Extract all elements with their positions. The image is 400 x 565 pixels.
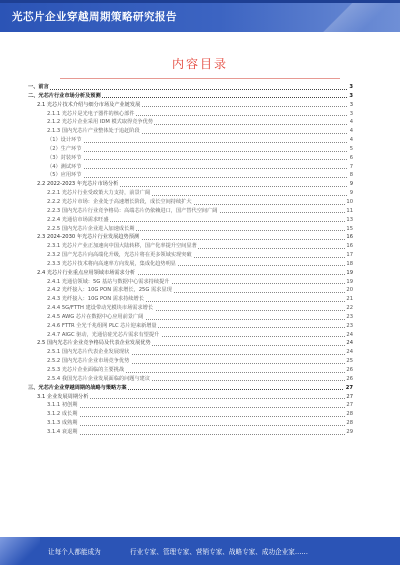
toc-entry-label: 2.4.2 光纤接入：10G PON 需求增长，25G 需求显现 — [47, 287, 172, 294]
toc-entry[interactable] — [28, 145, 353, 154]
toc-entry-label: 3.1.3 成熟期 — [47, 420, 78, 427]
toc-entry[interactable] — [28, 127, 353, 136]
toc-entry-label: 2.5.4 我国光芯片企业发展面临的问题与建议 — [47, 375, 151, 382]
toc-entry-page: 19 — [346, 269, 353, 276]
leader-dots — [51, 177, 353, 178]
toc-entry-label: （4）测试环节 — [47, 163, 82, 170]
toc-entry-label: 2.4 光芯片行业重点应用领域市场需求分析 — [37, 269, 136, 276]
toc-entry[interactable] — [28, 101, 353, 110]
toc-entry[interactable] — [28, 278, 353, 287]
toc-entry-label: 2.5.1 国内光芯片代表企业发展现状 — [47, 349, 130, 356]
toc-entry-page: 5 — [349, 145, 353, 152]
toc-entry-label: 2.4.3 光纤接入：10G PON 需求持续增长 — [47, 296, 144, 303]
toc-entry-page: 20 — [346, 287, 353, 294]
toc-entry-label: （5）应用环节 — [47, 172, 82, 179]
toc-entry-label: 2.5 国内光芯片企业竞争格局及代表企业发展优势 — [37, 340, 151, 347]
toc-entry-page: 25 — [346, 358, 353, 365]
leader-dots — [51, 142, 353, 143]
toc-entry-page: 27 — [346, 402, 353, 409]
toc-entry-label: 3.1 企业发展周期分析 — [37, 393, 89, 400]
toc-entry[interactable] — [28, 286, 353, 295]
toc-entry-label: 2.1 光芯片技术介绍与细分市场及产业链发展 — [37, 101, 141, 108]
toc-entry-page: 27 — [345, 384, 353, 391]
toc-entry-page: 23 — [346, 313, 353, 320]
toc-entry-label: （3）封装环节 — [47, 154, 82, 161]
toc-entry[interactable] — [28, 304, 353, 313]
toc-entry[interactable] — [28, 207, 353, 216]
toc-entry-page: 17 — [346, 252, 353, 259]
toc-entry[interactable] — [28, 260, 353, 269]
toc-entry-label: 2.4.7 AIGC 驱动，光通信硅光芯片需求有望提升 — [47, 331, 160, 338]
toc-entry-page: 9 — [349, 181, 353, 188]
toc-entry-label: 3.1.1 初创期 — [47, 402, 78, 409]
toc-entry-label: 2.2.5 国内光芯片企业进入加速成长期 — [47, 225, 135, 232]
page-footer — [0, 537, 400, 565]
toc-entry-page: 18 — [346, 260, 353, 267]
toc-entry-label: 一、前言 — [28, 84, 49, 90]
leader-dots — [51, 407, 353, 408]
toc-entry[interactable] — [28, 118, 353, 127]
table-of-contents — [28, 83, 353, 437]
leader-dots — [51, 434, 353, 435]
toc-entry-label: 2.3.2 国产光芯片向高端化升级，光芯片将在更多领域实现突破 — [47, 252, 192, 259]
toc-entry-label: 2.5.2 国内光芯片企业市场竞争优势 — [47, 358, 130, 365]
toc-entry[interactable] — [28, 393, 353, 402]
toc-entry[interactable] — [28, 339, 353, 348]
toc-entry[interactable] — [28, 189, 353, 198]
toc-entry[interactable] — [28, 428, 353, 437]
toc-entry[interactable] — [28, 357, 353, 366]
toc-entry[interactable] — [28, 366, 353, 375]
toc-entry-label: （2）生产环节 — [47, 145, 82, 152]
toc-entry[interactable] — [28, 225, 353, 234]
toc-entry-label: 2.3 2024-2030 年光芯片行业发展趋势预测 — [37, 234, 140, 241]
report-title: 光芯片企业穿越周期策略研究报告 — [12, 11, 177, 23]
header-decoration — [300, 3, 400, 32]
toc-entry[interactable] — [28, 348, 353, 357]
toc-entry-page: 6 — [349, 154, 353, 161]
toc-entry-page: 27 — [346, 393, 353, 400]
toc-entry-label: 2.4.6 FTTR 全光千兆组网 PLC 芯片迎来新增量 — [47, 322, 157, 329]
footer-slogan: 让每个人都能成为 — [48, 548, 101, 556]
toc-entry[interactable] — [28, 180, 353, 189]
toc-entry-page: 26 — [346, 367, 353, 373]
toc-entry[interactable] — [28, 171, 353, 180]
toc-entry-label: 2.2.4 光通信市场需求旺盛 — [47, 216, 109, 223]
toc-entry-label: （1）设计环节 — [47, 137, 82, 144]
toc-entry[interactable] — [28, 163, 353, 172]
toc-entry-page: 29 — [346, 428, 353, 435]
toc-entry[interactable] — [28, 419, 353, 428]
toc-entry-label: 2.2.1 光芯片行业受政策大力支持，前景广阔 — [47, 190, 151, 197]
toc-entry-page: 15 — [346, 225, 353, 232]
toc-entry-label: 2.4.4 5G/FTTH 建设带动光模块市场需求增长 — [47, 305, 154, 312]
toc-entry-page: 3 — [349, 110, 353, 117]
toc-entry[interactable] — [28, 295, 353, 304]
toc-entry-label: 2.1.2 光芯片企业采用 IDM 模式取得竞争优势 — [47, 119, 153, 126]
toc-entry-page: 7 — [349, 163, 353, 170]
toc-entry[interactable] — [28, 216, 353, 225]
toc-entry-page: 16 — [346, 243, 353, 250]
leader-dots — [51, 159, 353, 160]
toc-entry-page: 19 — [346, 278, 353, 285]
toc-entry-page: 22 — [346, 305, 353, 312]
leader-dots — [32, 89, 353, 90]
toc-entry-page: 3 — [349, 92, 353, 99]
toc-entry-page: 24 — [346, 340, 353, 347]
toc-entry[interactable] — [28, 313, 353, 322]
toc-entry-page: 4 — [349, 128, 353, 135]
toc-entry-label: 2.2.3 国内光芯片行业竞争格局：高端芯片仍依赖进口，国产替代空间广阔 — [47, 207, 218, 214]
footer-roles: 行业专家、管理专家、营销专家、战略专家、成功企业家…… — [130, 548, 309, 556]
toc-entry[interactable] — [28, 83, 353, 92]
toc-entry-page: 28 — [346, 420, 353, 427]
toc-entry[interactable] — [28, 410, 353, 419]
toc-heading-rule — [60, 78, 340, 79]
toc-entry[interactable] — [28, 375, 353, 384]
toc-entry[interactable] — [28, 401, 353, 410]
toc-entry-page: 23 — [346, 322, 353, 329]
toc-entry-label: 2.4.1 光通信领域：5G 基站与数据中心需求持续提升 — [47, 278, 170, 285]
toc-entry[interactable] — [28, 384, 353, 393]
toc-entry-page: 3 — [349, 84, 353, 90]
toc-entry-label: 2.2.2 光芯片市场：企业处于高速增长阶段，成长空间持续扩大 — [47, 198, 192, 205]
toc-heading: 内容目录 — [171, 57, 228, 71]
toc-entry-label: 2.2 2022-2023 年光芯片市场分析 — [37, 181, 119, 188]
footer-corner-decoration — [0, 537, 40, 565]
toc-entry[interactable] — [28, 110, 353, 119]
toc-entry-page: 26 — [346, 375, 353, 382]
toc-entry-page: 9 — [349, 190, 353, 197]
toc-entry[interactable] — [28, 331, 353, 340]
leader-dots — [51, 168, 353, 169]
toc-entry-label: 三、光芯片企业穿越周期的战略与策略方案 — [28, 384, 127, 391]
toc-entry-label: 2.3.3 光芯片技术将向高速率方向发展，集成化趋势明显 — [47, 260, 176, 267]
page-header — [0, 0, 400, 32]
toc-entry[interactable] — [28, 154, 353, 163]
toc-entry-page: 24 — [346, 349, 353, 356]
toc-entry-page: 13 — [346, 216, 353, 223]
toc-entry-label: 3.1.2 成长期 — [47, 411, 78, 418]
toc-entry-label: 2.1.3 国内光芯片产业整体处于追赶阶段 — [47, 128, 140, 135]
toc-entry-label: 2.3.1 光芯片产业正加速向中国大陆转移，国产化率提升空间显著 — [47, 243, 197, 250]
toc-entry-page: 24 — [346, 331, 353, 338]
toc-entry-page: 21 — [346, 296, 353, 303]
toc-entry-page: 4 — [349, 137, 353, 144]
toc-entry-label: 3.1.4 衰退期 — [47, 428, 78, 435]
toc-entry-page: 28 — [346, 411, 353, 418]
toc-entry-label: 2.5.3 光芯片企业面临的主要挑战 — [47, 367, 125, 373]
toc-entry-page: 4 — [349, 119, 353, 126]
toc-entry[interactable] — [28, 198, 353, 207]
toc-entry[interactable] — [28, 233, 353, 242]
toc-entry[interactable] — [28, 136, 353, 145]
toc-entry[interactable] — [28, 269, 353, 278]
toc-entry[interactable] — [28, 322, 353, 331]
leader-dots — [51, 416, 353, 417]
toc-entry[interactable] — [28, 251, 353, 260]
toc-entry[interactable] — [28, 242, 353, 251]
toc-entry-page: 10 — [346, 198, 353, 205]
toc-entry-label: 2.1.1 光芯片是光电子器件的核心部件 — [47, 110, 135, 117]
toc-entry-label: 二、光芯片行业市场分析及预测 — [28, 92, 101, 99]
toc-entry-page: 11 — [346, 207, 353, 214]
toc-entry-label: 2.4.5 AWG 芯片在数据中心应用前景广阔 — [47, 313, 144, 320]
toc-entry-page: 8 — [349, 172, 353, 179]
leader-dots — [51, 425, 353, 426]
toc-entry[interactable] — [28, 92, 353, 101]
toc-entry-page: 3 — [349, 101, 353, 108]
leader-dots — [51, 151, 353, 152]
toc-entry-page: 16 — [346, 234, 353, 241]
